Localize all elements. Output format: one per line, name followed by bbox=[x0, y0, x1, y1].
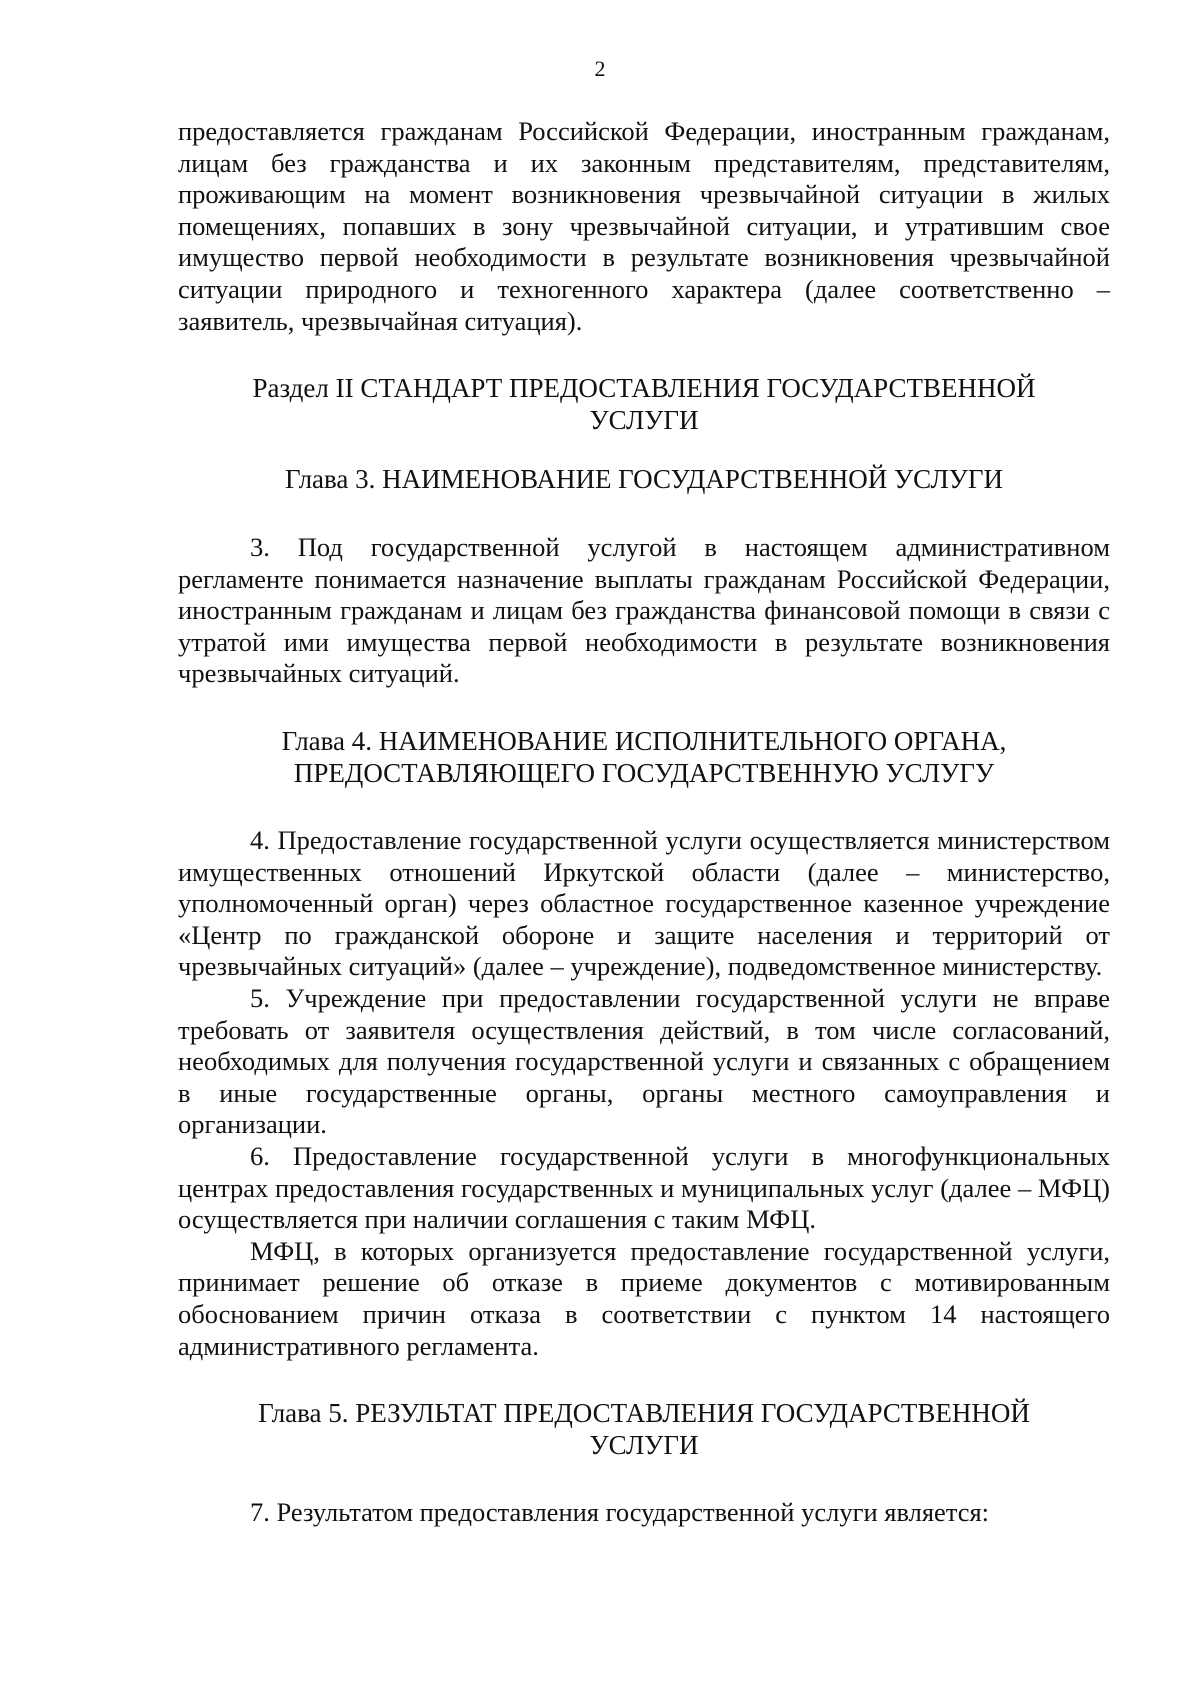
chapter-4-title-line1: Глава 4. НАИМЕНОВАНИЕ ИСПОЛНИТЕЛЬНОГО ОРГАНА, bbox=[281, 725, 1007, 756]
paragraph-5: 5. Учреждение при предоставлении государственной услуги не вправе требовать от заявителя осуществления действий, в том числе согласований, необходимых для получения государственной услуги и связанных с обращением в иные государственные органы, органы местного самоуправления и организации. bbox=[178, 983, 1110, 1140]
intro-paragraph: предоставляется гражданам Российской Федерации, иностранным гражданам, лицам без гражданства и их законным представителям, представителям, проживающим на момент возникновения чрезвычайной ситуации в жилых помещениях, попавших в зону чрезвычайной ситуации, и утратившим свое имущество первой необходимости в результате возникновения чрезвычайной ситуации природного и техногенного характера (далее соответственно – заявитель, чрезвычайная ситуация). bbox=[178, 116, 1110, 336]
chapter-4-title-line2: ПРЕДОСТАВЛЯЮЩЕГО ГОСУДАРСТВЕННУЮ УСЛУГУ bbox=[293, 757, 995, 788]
chapter-3-title: Глава 3. НАИМЕНОВАНИЕ ГОСУДАРСТВЕННОЙ УСЛУГИ bbox=[284, 464, 1003, 495]
paragraph-7: 7. Результатом предоставления государственной услуги является: bbox=[250, 1497, 990, 1528]
chapter-5-heading bbox=[178, 1398, 1110, 1461]
chapter-5-title-line1: Глава 5. РЕЗУЛЬТАТ ПРЕДОСТАВЛЕНИЯ ГОСУДАРСТВЕННОЙ bbox=[258, 1398, 1030, 1429]
chapter-5-title-line2: УСЛУГИ bbox=[589, 1429, 699, 1460]
chapter-3-body bbox=[178, 532, 1110, 690]
section-2-title-line2: УСЛУГИ bbox=[589, 404, 699, 435]
section-2-heading bbox=[178, 373, 1110, 436]
chapter-4-body bbox=[178, 825, 1110, 1362]
paragraph-3: 3. Под государственной услугой в настоящем административном регламенте понимается назначение выплаты гражданам Российской Федерации, иностранным гражданам и лицам без гражданства финансовой помощи в связи с утратой ими имущества первой необходимости в результате возникновения чрезвычайных ситуаций. bbox=[178, 531, 1110, 689]
page-number: 2 bbox=[594, 56, 606, 81]
paragraph-6-mfc: МФЦ, в которых организуется предоставление государственной услуги, принимает решение об отказе в приеме документов с мотивированным обоснованием причин отказа в соответствии с пунктом 14 настоящего административного регламента. bbox=[178, 1235, 1110, 1361]
section-2-title-line1: Раздел II СТАНДАРТ ПРЕДОСТАВЛЕНИЯ ГОСУДАРСТВЕННОЙ bbox=[252, 373, 1036, 404]
paragraph-4: 4. Предоставление государственной услуги осуществляется министерством имущественных отношений Иркутской области (далее – министерство, уполномоченный орган) через областное государственное казенное учреждение «Центр по гражданской обороне и защите населения и территорий от чрезвычайных ситуаций» (далее – учреждение), подведомственное министерству. bbox=[178, 825, 1110, 982]
chapter-4-heading bbox=[178, 726, 1110, 789]
paragraph-6: 6. Предоставление государственной услуги в многофункциональных центрах предоставления государственных и муниципальных услуг (далее – МФЦ) осуществляется при наличии соглашения с таким МФЦ. bbox=[178, 1141, 1110, 1235]
chapter-5-body bbox=[178, 1497, 1110, 1529]
document-body bbox=[178, 116, 1110, 1529]
